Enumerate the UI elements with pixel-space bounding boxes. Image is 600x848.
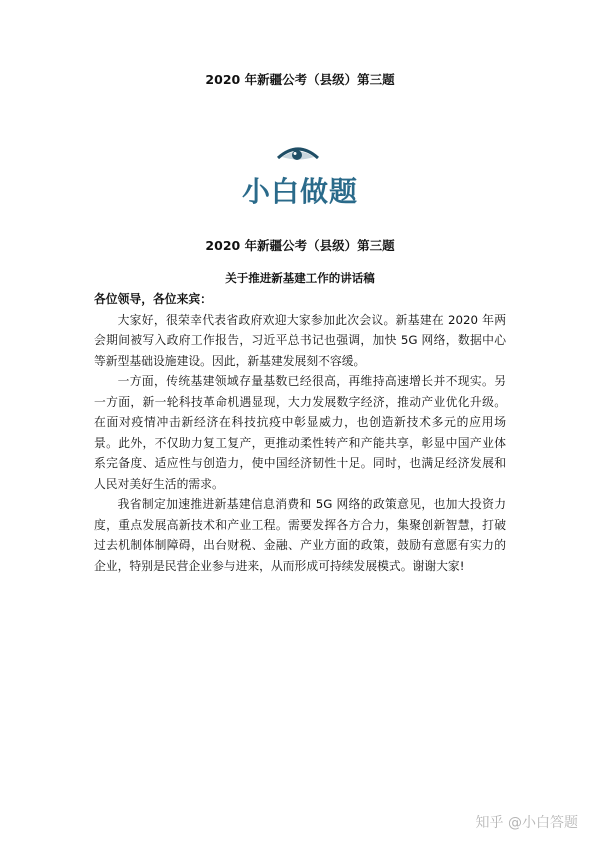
speech-title: 关于推进新基建工作的讲话稿 [225, 271, 375, 285]
greeting: 各位领导，各位来宾： [94, 292, 212, 306]
paragraph: 一方面，传统基建领域存量基数已经很高，再维持高速增长并不现实。另一方面，新一轮科技革命机遇显现，大力发展数字经济，推动产业优化升级。在面对疫情冲击新经济在科技抗疫中彰显威力，也创造新技术多元的应用场景。此外，不仅助力复工复产，更推动柔性转产和产能共享，彰显中国产业体系完备度、适应性与创造力，使中国经济韧性十足。同时，也满足经济发展和人民对美好生活的需求。 [94, 374, 506, 491]
section-title: 2020 年新疆公考（县级）第三题 [205, 238, 395, 253]
brand-logo [0, 140, 600, 212]
paragraph: 我省制定加速推进新基建信息消费和 5G 网络的政策意见，也加大投资力度，重点发展高新技术和产业工程。需要发挥各方合力，集聚创新智慧，打破过去机制体制障碍，出台财税、金融、产业方面的政策，鼓励有意愿有实力的企业，特别是民营企业参与进来，从而形成可持续发展模式。谢谢大家! [94, 497, 506, 573]
page-title: 2020 年新疆公考（县级）第三题 [205, 72, 395, 87]
watermark: 知乎 @小白答题 [475, 815, 578, 831]
paragraph: 大家好，很荣幸代表省政府欢迎大家参加此次会议。新基建在 2020 年两会期间被写入政府工作报告，习近平总书记也强调，加快 5G 网络，数据中心等新型基础设施建设。因此，新基建发展刻不容缓。 [94, 312, 506, 368]
speech-body [94, 289, 506, 576]
logo-text: 小白做题 [241, 175, 358, 208]
eye-icon [276, 144, 320, 164]
